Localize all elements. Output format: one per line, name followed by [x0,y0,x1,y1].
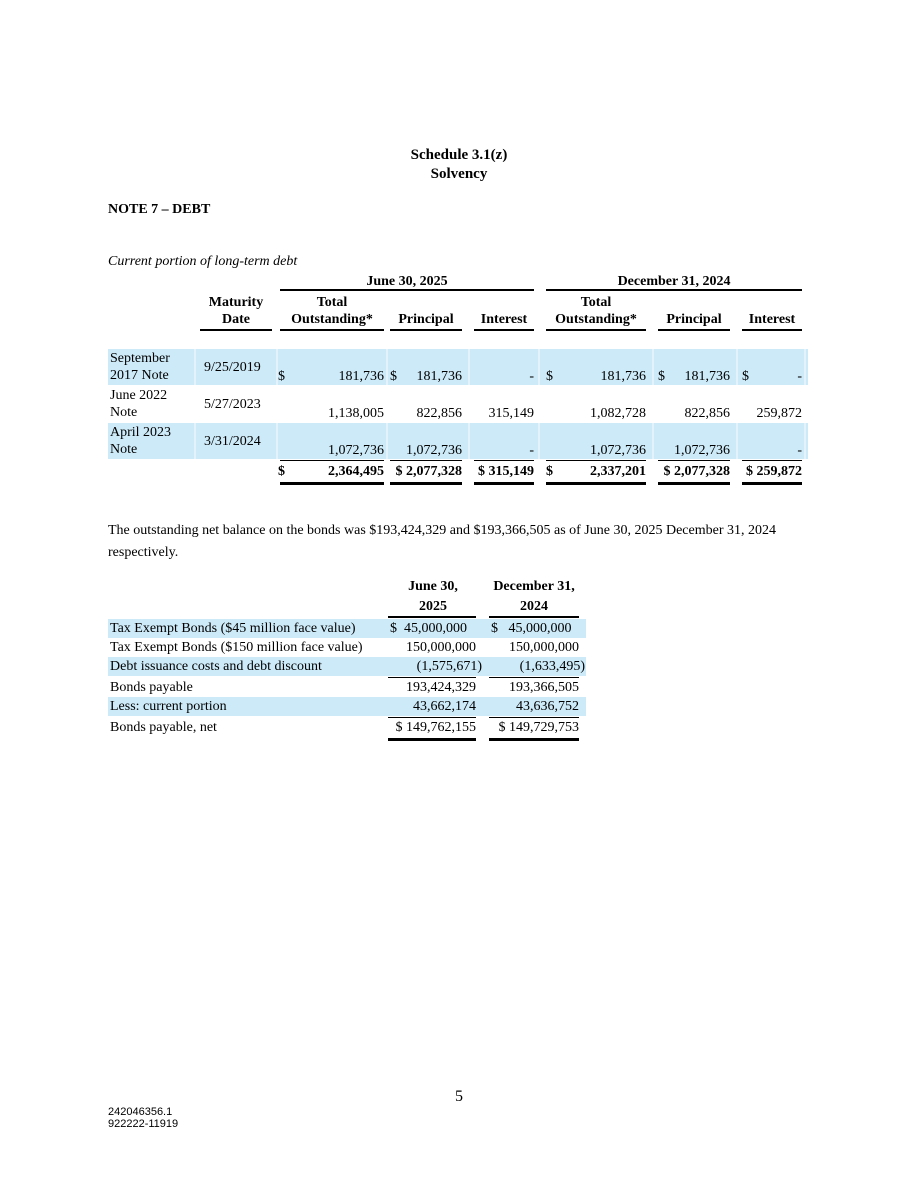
bonds-header-dec-2024: December 31, 2024 [493,579,575,614]
total-dec-principal: $ 2,077,328 [663,464,730,479]
table-subheading: Current portion of long-term debt [108,254,298,269]
bond-row-jun: (1,575,671) [416,659,482,674]
dec-total: 1,082,728 [590,406,646,421]
col-header-maturity: Maturity Date [208,295,264,327]
doc-id: 242046356.1 [108,1106,173,1118]
dec-principal: 181,736 [684,369,730,384]
bonds-table [108,575,588,745]
bond-row-dec: 150,000,000 [509,640,579,655]
bond-row-label: Tax Exempt Bonds ($45 million face value) [110,621,356,636]
currency-symbol: $ [278,369,285,384]
row-name: September 2017 Note [110,351,170,383]
bond-row-jun: 193,424,329 [406,680,476,695]
row-maturity: 9/25/2019 [204,360,261,375]
col-header-jun-principal: Principal [398,312,454,327]
page-number: 5 [455,1088,463,1105]
dec-principal: 1,072,736 [674,443,730,458]
col-header-dec-interest: Interest [748,312,796,327]
bond-row-label: Debt issuance costs and debt discount [110,659,322,674]
col-header-jun-interest: Interest [480,312,528,327]
bond-row-dec: (1,633,495) [519,659,585,674]
jun-interest: 315,149 [488,406,534,421]
dec-interest: 259,872 [756,406,802,421]
note-heading: NOTE 7 – DEBT [108,202,211,217]
period-header-june-2025: June 30, 2025 [366,274,448,289]
matter-id: 922222-11919 [108,1118,179,1130]
currency-symbol: $ [546,369,553,384]
dec-total: 1,072,736 [590,443,646,458]
dec-interest: - [797,443,802,458]
col-header-jun-total: Total Outstanding* [291,295,373,327]
bonds-balance-paragraph: The outstanding net balance on the bonds was $193,424,329 and $193,366,505 as of June 30, 2025 December 31, 2024 respectively. [108,523,776,560]
current-debt-table [108,272,808,492]
total-jun-interest: $ 315,149 [478,464,534,479]
bonds-header-june-2025: June 30, 2025 [408,579,458,614]
jun-total: 1,138,005 [328,406,384,421]
bond-row-dec: 193,366,505 [509,680,579,695]
bond-row-label: Bonds payable [110,680,193,695]
col-header-dec-total: Total Outstanding* [555,295,637,327]
schedule-subtitle: Solvency [430,166,488,182]
bond-row-dec: $ 149,729,753 [498,720,579,735]
bond-row-jun: $ 149,762,155 [395,720,476,735]
bond-row-jun: 150,000,000 [406,640,476,655]
total-dec-total: 2,337,201 [590,464,646,479]
total-dec-interest: $ 259,872 [746,464,802,479]
schedule-title: Schedule 3.1(z) [410,147,508,163]
dec-total: 181,736 [600,369,646,384]
currency-symbol: $ [390,369,397,384]
jun-principal: 1,072,736 [406,443,462,458]
col-header-dec-principal: Principal [666,312,722,327]
jun-total: 1,072,736 [328,443,384,458]
jun-total: 181,736 [338,369,384,384]
row-maturity: 5/27/2023 [204,397,261,412]
row-name: April 2023 Note [110,425,172,457]
jun-principal: 181,736 [416,369,462,384]
bond-row-label: Less: current portion [110,699,227,714]
currency-symbol: $ [658,369,665,384]
bond-row-dec: 43,636,752 [516,699,579,714]
bond-row-label: Tax Exempt Bonds ($150 million face value) [110,640,363,655]
bond-row-label: Bonds payable, net [110,720,217,735]
currency-symbol: $ [742,369,749,384]
row-maturity: 3/31/2024 [204,434,261,449]
currency-symbol: $ [278,464,285,479]
period-header-dec-2024: December 31, 2024 [617,274,731,289]
dec-principal: 822,856 [684,406,730,421]
bond-row-jun: 43,662,174 [413,699,476,714]
row-name: June 2022 Note [110,388,168,420]
total-jun-total: 2,364,495 [328,464,384,479]
jun-interest: - [529,443,534,458]
jun-principal: 822,856 [416,406,462,421]
document-footer-ids [108,1106,178,1130]
total-jun-principal: $ 2,077,328 [395,464,462,479]
dec-interest: - [797,369,802,384]
bond-row-dec: $ 45,000,000 [491,621,572,636]
bond-row-jun: $ 45,000,000 [390,621,467,636]
currency-symbol: $ [546,464,553,479]
jun-interest: - [529,369,534,384]
